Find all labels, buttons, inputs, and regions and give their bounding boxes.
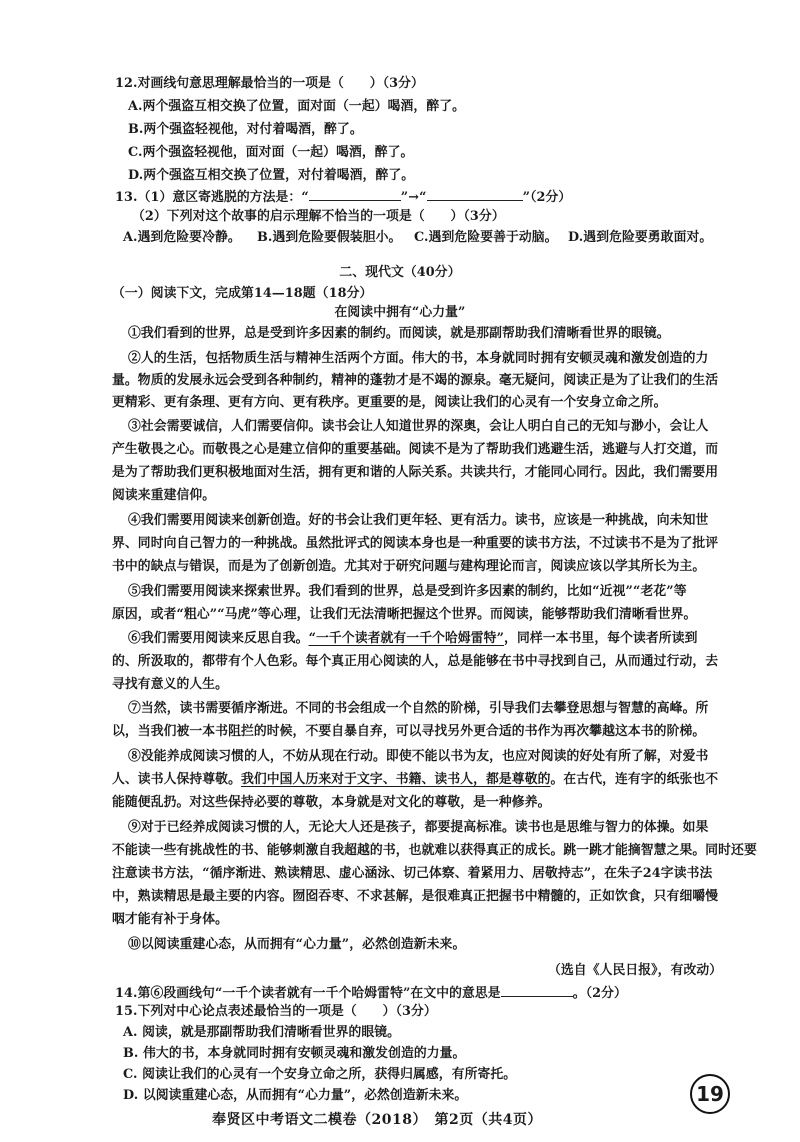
para-line: 更精彩、更有条理、更有方向、更有秩序。更重要的是，阅读让我们的心灵有一个安身立命之所。 — [112, 395, 667, 410]
para6-line1 — [128, 630, 698, 648]
para8-line2 — [112, 771, 718, 789]
q13-answer-blank-1[interactable] — [309, 188, 401, 201]
para-line: 寻找有意义的人生。 — [112, 677, 229, 692]
para-line: 不能读一些有挑战性的书、能够刺激自我超越的书，也就难以获得真正的成长。跳一跳才能摘智慧之果。同时还要 — [112, 843, 757, 858]
q14-score: 。（2分） — [572, 986, 627, 1001]
q12-option-c: C.两个强盗轻视他，面对面（一起）喝酒，醉了。 — [128, 145, 414, 160]
q13-arrow: → — [408, 190, 420, 205]
para-line: ⑤我们需要用阅读来探索世界。我们看到的世界，总是受到许多因素的制约，比如“近视”“老花”等 — [128, 584, 687, 599]
q14-answer-blank[interactable] — [501, 984, 573, 997]
para8-post: 。在古代，连有字的纸张也不 — [550, 772, 719, 787]
para-line: 咽才能有补于身体。 — [112, 912, 229, 927]
q14-stem: 14.第⑥段画线句“一千个读者就有一千个哈姆雷特”在文中的意思是 — [115, 986, 501, 1001]
para-line: 中，熟读精思是最主要的内容。囫囵吞枣、不求甚解，是很难真正把握书中精髓的，正如饮食，只有细嚼慢 — [112, 889, 719, 904]
para6-pre: ⑥我们需要用阅读来反思自我。 — [128, 631, 309, 646]
article-title: 在阅读中拥有“心力量” — [334, 305, 466, 320]
q12-option-d: D.两个强盗互相交换了位置，对付着喝酒，醉了。 — [128, 168, 415, 183]
para-line: ④我们需要用阅读来创新创造。好的书会让我们更年轻、更有活力。读书，应该是一种挑战，向未知世 — [128, 513, 709, 528]
q14 — [115, 984, 627, 1003]
para-line: ①我们看到的世界，总是受到许多因素的制约。而阅读，就是那副帮助我们清晰看世界的眼镜。 — [128, 326, 670, 341]
para-line: ②人的生活，包括物质生活与精神生活两个方面。伟大的书，本身就同时拥有安顿灵魂和激发创造的力 — [128, 351, 709, 366]
para-line: ⑨对于已经养成阅读习惯的人，无论大人还是孩子，都要提高标准。读书也是思维与智力的体操。如果 — [128, 820, 709, 835]
q13-part1-open-quote: “ — [419, 190, 427, 205]
para-line: 量。物质的发展永远会受到各种制约，精神的蓬勃才是不竭的源泉。毫无疑问，阅读正是为了让我们的生活 — [112, 373, 719, 388]
para6-underlined-sentence: “一千个读者就有一千个哈姆雷特” — [308, 631, 505, 646]
q15-option-d: D. 以阅读重建心态，从而拥有“心力量”，必然创造新未来。 — [123, 1088, 468, 1103]
q15-option-c: C. 阅读让我们的心灵有一个安身立命之所，获得归属感，有所寄托。 — [123, 1067, 517, 1082]
para6-post: ，同样一本书里，每个读者所读到 — [504, 631, 698, 646]
para-line: 的、所汲取的，都带有个人色彩。每个真正用心阅读的人，总是能够在书中寻找到自己，从而通过行动，去 — [112, 654, 719, 669]
q13-option-b: B.遇到危险要假装胆小。 — [257, 230, 402, 245]
page-number-badge: 19 — [690, 1074, 730, 1114]
para8-pre: 人、读书人保持尊敬。 — [112, 772, 241, 787]
para-line: 产生敬畏之心。而敬畏之心是建立信仰的重要基础。阅读不是为了帮助我们逃避生活，逃避与人打交道，而 — [112, 442, 719, 457]
para-line: 是为了帮助我们更积极地面对生活，拥有更和谐的人际关系。共读共行，才能同心同行。因此，我们需要用 — [112, 465, 719, 480]
para-line: ③社会需要诚信，人们需要信仰。读书会让人知道世界的深奥，会让人明白自己的无知与渺小，会让人 — [128, 419, 709, 434]
q12-stem: 12.对画线句意思理解最恰当的一项是（ ）（3分） — [115, 76, 424, 91]
q15-option-b: B. 伟大的书，本身就同时拥有安顿灵魂和激发创造的力量。 — [123, 1046, 466, 1061]
q13-part1-close-quote: ” — [400, 190, 409, 205]
q15-option-a: A. 阅读，就是那副帮助我们清晰看世界的眼镜。 — [123, 1025, 401, 1040]
section-title: 二、现代文（40分） — [339, 265, 461, 280]
q13-option-d: D.遇到危险要勇敢面对。 — [568, 230, 713, 245]
para-line: ⑩以阅读重建心态，从而拥有“心力量”，必然创造新未来。 — [128, 937, 466, 952]
q12-option-a: A.两个强盗互相交换了位置，面对面（一起）喝酒，醉了。 — [128, 99, 466, 114]
para-line: 能随便乱扔。对这些保持必要的尊敬，本身就是对文化的尊敬，是一种修养。 — [112, 795, 551, 810]
q13-answer-blank-2[interactable] — [427, 188, 523, 201]
para-line: ⑧没能养成阅读习惯的人，不妨从现在行动。即使不能以书为友，也应对阅读的好处有所了解，对爱书 — [128, 749, 709, 764]
q12-option-b: B.两个强盗轻视他，对付着喝酒，醉了。 — [128, 122, 363, 137]
para-line: 阅读来重建信仰。 — [112, 488, 216, 503]
para-line: 书中的缺点与错误，而是为了创新创造。尤其对于研究问题与建构理论而言，阅读应该以学其所长为主。 — [112, 559, 706, 574]
para-line: 以，当我们被一本书阻拦的时候，不要自暴自弃，可以寻找另外更合适的书作为再次攀越这本书的阶梯。 — [112, 724, 706, 739]
q15-stem: 15.下列对中心论点表述最恰当的一项是（ ）（3分） — [115, 1004, 437, 1019]
para-line: ⑦当然，读书需要循序渐进。不同的书会组成一个自然的阶梯，引导我们去攀登思想与智慧的高峰。所 — [128, 701, 709, 716]
q13-option-a: A.遇到危险要冷静。 — [123, 230, 241, 245]
q13-part1-lead: 13.（1）意区寄逃脱的方法是：“ — [115, 190, 309, 205]
q13-part2-stem: （2）下列对这个故事的启示理解不恰当的一项是（ ）（3分） — [132, 209, 505, 224]
para8-underlined-sentence: 我们中国人历来对于文字、书籍、读书人，都是尊敬的 — [240, 772, 551, 787]
q13-part1-score: ”（2分） — [522, 190, 572, 205]
q13-part1 — [115, 188, 571, 207]
para-line: 注意读书方法，“循序渐进、熟读精思、虚心涵泳、切己体察、着紧用力、居敬持志”，在朱子24字读书法 — [112, 866, 713, 881]
reading-intro: （一）阅读下文，完成第14—18题（18分） — [112, 286, 373, 301]
page-footer: 奉贤区中考语文二模卷（2018） 第2页（共4页） — [212, 1112, 542, 1128]
source-note: （选自《人民日报》，有改动） — [548, 963, 723, 978]
para-line: 原因，或者“粗心”“马虎”等心理，让我们无法清晰把握这个世界。而阅读，能够帮助我们清晰看世界。 — [112, 607, 697, 622]
q13-option-c: C.遇到危险要善于动脑。 — [414, 230, 558, 245]
para-line: 界、同时向自己智力的一种挑战。虽然批评式的阅读本身也是一种重要的读书方法，不过读书不是为了批评 — [112, 536, 719, 551]
